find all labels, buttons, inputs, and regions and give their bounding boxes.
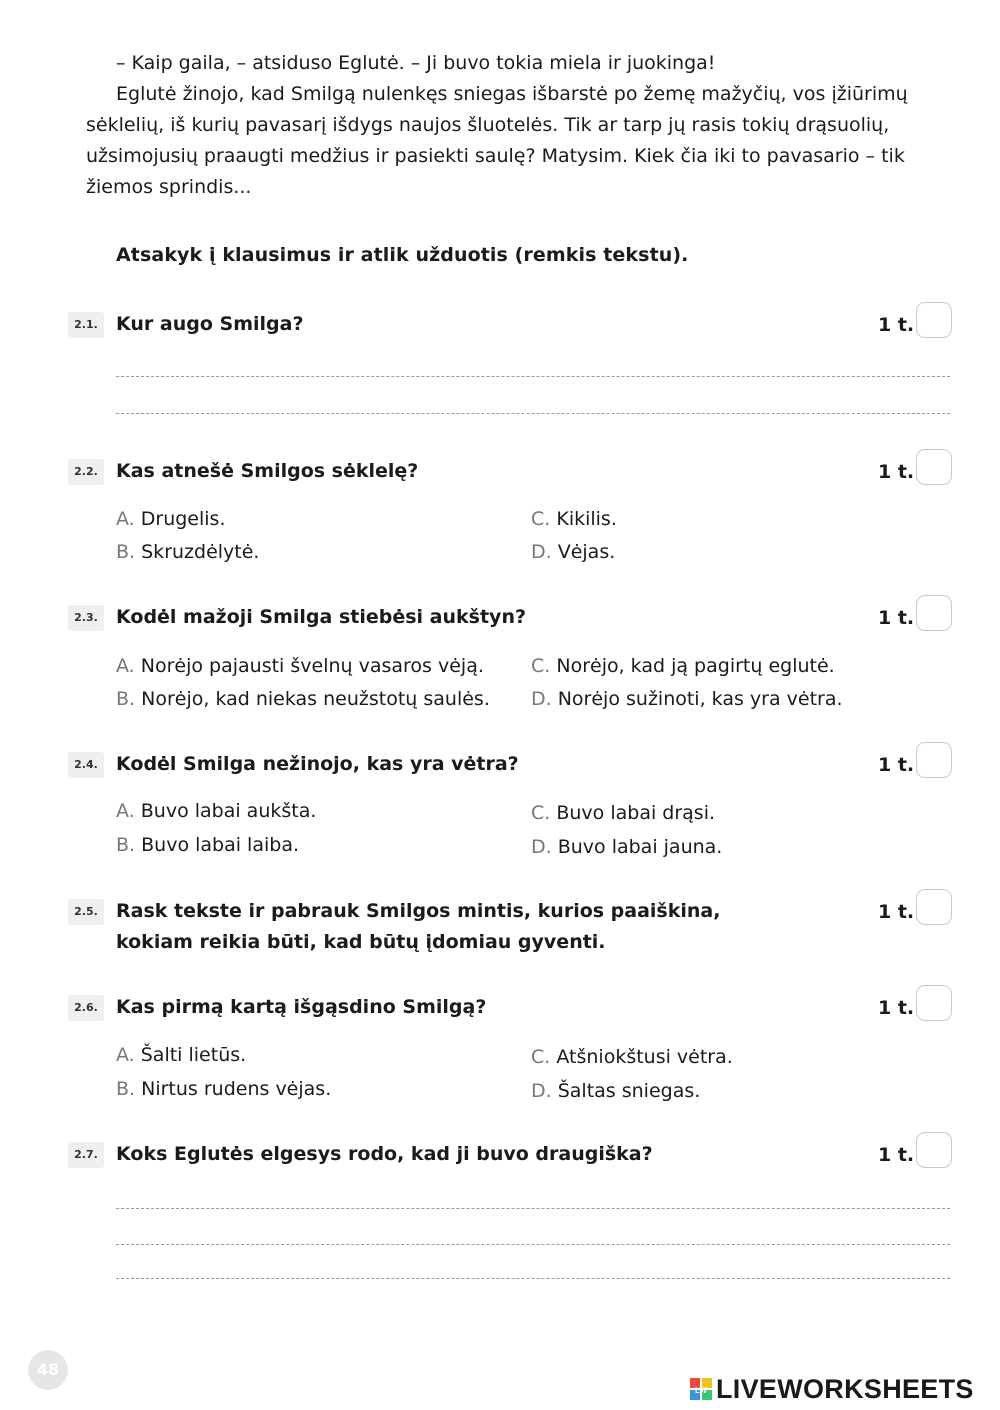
option-a[interactable]: A. Buvo labai aukšta. xyxy=(116,800,317,822)
option-a[interactable]: A. Drugelis. xyxy=(116,508,226,530)
passage-line: – Kaip gaila, – atsiduso Eglutė. – Ji buvo tokia miela ir juokinga! xyxy=(116,52,716,74)
question-text: Kur augo Smilga? xyxy=(116,313,304,335)
score-box[interactable] xyxy=(916,889,952,925)
points-label: 1 t. xyxy=(878,754,915,776)
question-number: 2.1. xyxy=(68,312,104,338)
points-label: 1 t. xyxy=(878,461,915,483)
option-d[interactable]: D. Vėjas. xyxy=(531,541,616,563)
points-label: 1 t. xyxy=(878,607,915,629)
liveworksheets-brand: LIVEWORKSHEETS xyxy=(716,1374,974,1404)
points-label: 1 t. xyxy=(878,901,915,923)
question-text: Kodėl mažoji Smilga stiebėsi aukštyn? xyxy=(116,606,526,628)
score-box[interactable] xyxy=(916,742,952,778)
option-a[interactable]: A. Norėjo pajausti švelnų vasaros vėją. xyxy=(116,655,484,677)
question-text: Kas pirmą kartą išgąsdino Smilgą? xyxy=(116,996,487,1018)
question-text: Kodėl Smilga nežinojo, kas yra vėtra? xyxy=(116,753,519,775)
page-number: 48 xyxy=(28,1350,68,1390)
question-text: Koks Eglutės elgesys rodo, kad ji buvo draugiška? xyxy=(116,1143,653,1165)
question-number: 2.2. xyxy=(68,459,104,485)
task-instruction: Atsakyk į klausimus ir atlik užduotis (remkis tekstu). xyxy=(116,244,689,266)
option-c[interactable]: C. Norėjo, kad ją pagirtų eglutė. xyxy=(531,655,835,677)
option-c[interactable]: C. Buvo labai drąsi. xyxy=(531,802,716,824)
answer-line[interactable] xyxy=(116,1208,950,1209)
answer-line[interactable] xyxy=(116,413,950,414)
option-b[interactable]: B. Nirtus rudens vėjas. xyxy=(116,1078,332,1100)
answer-line[interactable] xyxy=(116,1244,950,1245)
option-a[interactable]: A. Šalti lietūs. xyxy=(116,1044,247,1066)
question-text: Rask tekste ir pabrauk Smilgos mintis, kurios paaiškina, kokiam reikia būti, kad būtų įdomiau gyventi. xyxy=(116,900,721,953)
option-d[interactable]: D. Buvo labai jauna. xyxy=(531,836,723,858)
question-text: Kas atnešė Smilgos sėklelę? xyxy=(116,460,419,482)
option-b[interactable]: B. Norėjo, kad niekas neužstotų saulės. xyxy=(116,688,490,710)
question-number: 2.4. xyxy=(68,752,104,778)
svg-text:LW: LW xyxy=(695,1386,707,1395)
answer-line[interactable] xyxy=(116,376,950,377)
points-label: 1 t. xyxy=(878,1144,915,1166)
option-b[interactable]: B. Skruzdėlytė. xyxy=(116,541,260,563)
score-box[interactable] xyxy=(916,595,952,631)
question-number: 2.7. xyxy=(68,1142,104,1168)
score-box[interactable] xyxy=(916,302,952,338)
option-c[interactable]: C. Atšniokštusi vėtra. xyxy=(531,1046,733,1068)
question-number: 2.6. xyxy=(68,995,104,1021)
liveworksheets-logo-icon xyxy=(690,1378,712,1400)
reading-passage xyxy=(86,48,966,203)
score-box[interactable] xyxy=(916,449,952,485)
question-number: 2.5. xyxy=(68,899,104,925)
score-box[interactable] xyxy=(916,1132,952,1168)
option-c[interactable]: C. Kikilis. xyxy=(531,508,617,530)
option-b[interactable]: B. Buvo labai laiba. xyxy=(116,834,299,856)
points-label: 1 t. xyxy=(878,997,915,1019)
points-label: 1 t. xyxy=(878,314,915,336)
score-box[interactable] xyxy=(916,985,952,1021)
passage-paragraph: Eglutė žinojo, kad Smilgą nulenkęs sniegas išbarstė po žemę mažyčių, vos įžiūrimų sėklelių, iš kurių pavasarį išdygs naujos šluotelės. Tik ar tarp jų rasis tokių drąsuolių, užsimojusių praaugti medžius ir pasiekti saulę? Matysim. Kiek čia iki to pavasario – tik žiemos sprindis... xyxy=(86,83,908,198)
question-number: 2.3. xyxy=(68,605,104,631)
option-d[interactable]: D. Šaltas sniegas. xyxy=(531,1080,701,1102)
option-d[interactable]: D. Norėjo sužinoti, kas yra vėtra. xyxy=(531,688,843,710)
answer-line[interactable] xyxy=(116,1278,950,1279)
